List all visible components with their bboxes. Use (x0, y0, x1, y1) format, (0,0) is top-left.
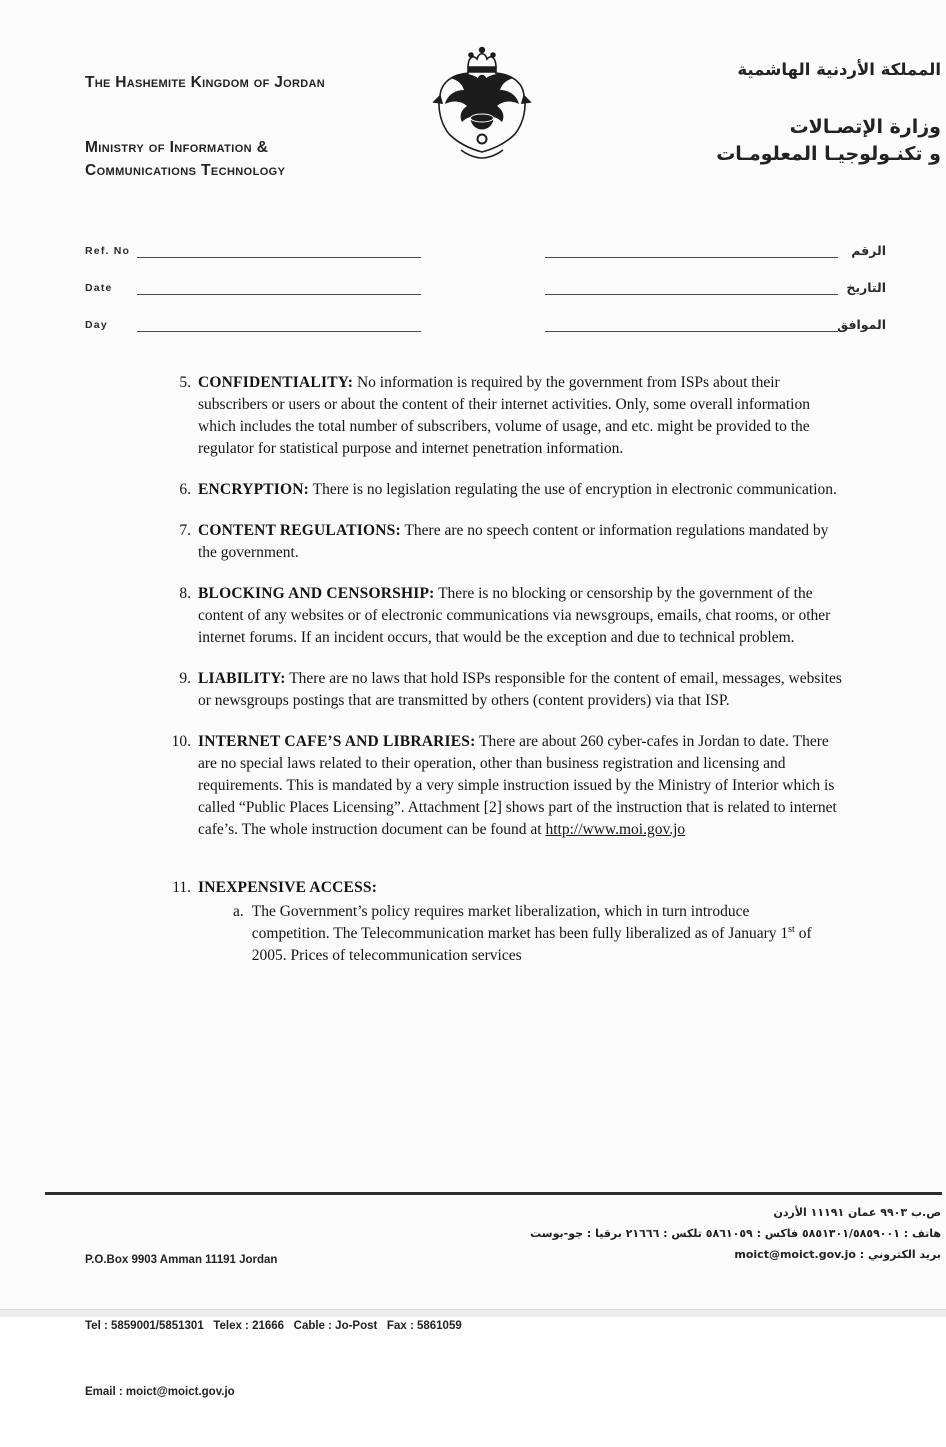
list-item-10-internet-cafes (168, 731, 850, 841)
item-text: No information is required by the government from ISPs about their subscribers or users or about the content of their internet activities. Only, some overall information which includes the total number of subscribers, volume of usage, and etc. might be provided to the regulator for statistical purpose and internet penetration information. (198, 374, 810, 457)
document-body (168, 372, 850, 986)
item-text: There is no blocking or censorship by the government of the content of any websites or of electronic communications via newsgroups, emails, chat rooms, or other internet forums. If an incident occurs, that would be the exception and due to technical problem. (198, 585, 831, 646)
day-label: Day (85, 319, 108, 331)
item-text-block (198, 372, 850, 460)
item-title: INTERNET CAFE’S AND LIBRARIES: (198, 733, 476, 750)
kingdom-title-en: The Hashemite Kingdom of Jordan (85, 74, 325, 91)
item-text-block (198, 520, 850, 564)
date-label: Date (85, 282, 113, 294)
ref-no-blank-line-right (545, 257, 838, 258)
item-text-block (198, 583, 850, 649)
item-text-block (198, 877, 850, 967)
item-text-block (198, 731, 850, 841)
header-arabic-block (611, 60, 941, 168)
item-number: 6. (179, 481, 191, 498)
ministry-name-ar-line2: و تكنـولوجيـا المعلومـات (716, 143, 941, 165)
item-number: 7. (179, 522, 191, 539)
footer-pobox-ar: ص.ب ٩٩٠٣ عمان ١١١٩١ الأردن (773, 1206, 941, 1219)
item-title: ENCRYPTION: (198, 481, 310, 498)
item-text: There are no laws that hold ISPs responsible for the content of email, messages, websites or newsgroups postings that are transmitted by others (content providers) via that ISP. (198, 670, 842, 709)
day-blank-line-right (545, 331, 838, 332)
item-title: CONFIDENTIALITY: (198, 374, 354, 391)
ministry-name-en (85, 136, 285, 182)
date-row (0, 280, 946, 300)
item-text: There are about 260 cyber-cafes in Jordan to date. There are no special laws related to their operation, other than business registration and licensing and requirements. This is mandated by a very simple instruction issued by the Ministry of Interior which is called “Public Places Licensing”. Attachment [2] shows part of the instruction that is related to internet cafe’s. The whole instruction document can be found at (198, 733, 837, 838)
moi-website-link[interactable]: http://www.moi.gov.jo (545, 821, 686, 838)
scan-edge-shadow (0, 1309, 946, 1317)
item-title: INEXPENSIVE ACCESS: (198, 879, 378, 896)
footer-pobox-en: P.O.Box 9903 Amman 11191 Jordan (85, 1254, 278, 1266)
item-number: 5. (179, 374, 191, 391)
day-label-ar: الموافق (837, 317, 886, 332)
footer-contact-en (85, 1205, 462, 1447)
item-number: 10. (171, 733, 191, 750)
date-label-ar: التاريخ (846, 280, 886, 295)
list-item-9-liability (168, 668, 850, 712)
day-blank-line-left (137, 331, 421, 332)
ref-no-blank-line-left (137, 257, 421, 258)
footer-divider (45, 1192, 942, 1195)
ref-no-row (0, 243, 946, 263)
footer-tel-en: Tel : 5859001/5851301 Telex : 21666 Cable : Jo-Post Fax : 5861059 (85, 1320, 462, 1332)
sub-item-text: The Government’s policy requires market liberalization, which in turn introduce competition. The Telecommunication market has been fully liberalized as of January 1st of 2005. Prices of telecommunication services (251, 903, 812, 964)
sub-item-letter: a. (233, 903, 244, 920)
ministry-name-ar (611, 114, 941, 168)
ministry-name-line1: Ministry of Information & (85, 139, 269, 156)
date-blank-line-right (545, 294, 838, 295)
jordan-coat-of-arms-icon (424, 46, 540, 166)
date-blank-line-left (137, 294, 421, 295)
ordinal-superscript: st (788, 923, 795, 935)
item-text: There is no legislation regulating the use of encryption in electronic communication. (312, 481, 837, 498)
list-item-6-encryption (168, 479, 850, 501)
ref-no-label: Ref. No (85, 245, 131, 257)
item-number: 8. (179, 585, 191, 602)
list-item-8-blocking-censorship (168, 583, 850, 649)
ministry-name-ar-line1: وزارة الإتصـالات (789, 116, 941, 138)
item-text: There are no speech content or information regulations mandated by the government. (198, 522, 829, 561)
footer-tel-ar: هاتف : ٥٨٥١٣٠١/٥٨٥٩٠٠١ فاكس : ٥٨٦١٠٥٩ تلكس : ٢١٦٦٦ برقيا : جو-بوست (530, 1227, 941, 1240)
ministry-name-line2: Communications Technology (85, 162, 286, 179)
item-title: LIABILITY: (198, 670, 286, 687)
day-row (0, 317, 946, 337)
sub-item-a (198, 901, 850, 967)
item-number: 9. (179, 670, 191, 687)
item-text-block (198, 479, 850, 501)
footer-email-en: Email : moict@moict.gov.jo (85, 1386, 235, 1398)
list-item-7-content-regulations (168, 520, 850, 564)
list-item-11-inexpensive-access (168, 877, 850, 967)
item-text-block (198, 668, 850, 712)
kingdom-title-ar: المملكة الأردنية الهاشمية (737, 60, 941, 79)
footer-contact-ar (471, 1202, 941, 1265)
item-number: 11. (172, 879, 191, 896)
list-item-5-confidentiality (168, 372, 850, 460)
item-title: CONTENT REGULATIONS: (198, 522, 401, 539)
item-title: BLOCKING AND CENSORSHIP: (198, 585, 435, 602)
ref-no-label-ar: الرقم (851, 243, 886, 258)
footer-email-ar: بريد الكتروني : moict@moict.gov.jo (734, 1248, 941, 1261)
